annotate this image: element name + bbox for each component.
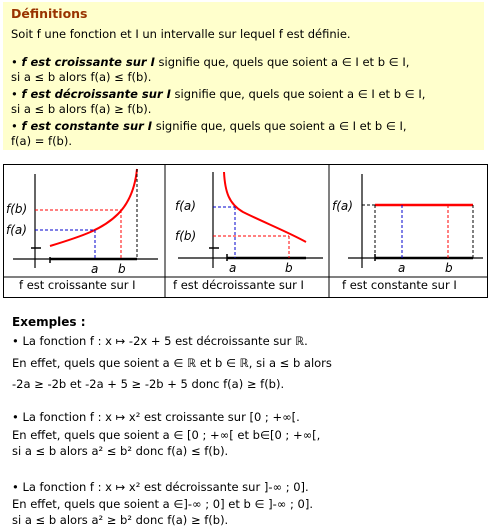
def-item-constant-line2: f(a) = f(b).: [11, 134, 72, 148]
def-item-constant: [11, 119, 407, 133]
example-line: • La fonction f : x ↦ x² est décroissante sur ]-∞ ; 0].: [12, 480, 309, 494]
label-b: b: [285, 261, 293, 275]
graph-increasing: [6, 169, 158, 276]
def-term: f est décroissante sur I: [21, 87, 171, 101]
example-line: En effet, quels que soient a ∈ ℝ et b ∈ ℝ, si a ≤ b alors: [12, 356, 332, 370]
example-line: -2a ≥ -2b et -2a + 5 ≥ -2b + 5 donc f(a) ≥ f(b).: [12, 377, 285, 391]
def-item-decreasing: [11, 87, 425, 101]
example-line: si a ≤ b alors a² ≥ b² donc f(a) ≥ f(b).: [12, 513, 229, 527]
def-item-increasing: [11, 55, 409, 69]
bullet: •: [11, 87, 18, 101]
label-fb: f(b): [175, 229, 197, 243]
caption-increasing: f est croissante sur I: [19, 278, 136, 292]
label-fa: f(a): [6, 223, 27, 237]
label-a: a: [91, 262, 99, 276]
example-line: En effet, quels que soient a ∈]-∞ ; 0] et b ∈ ]-∞ ; 0].: [12, 497, 313, 511]
label-fa: f(a): [175, 199, 196, 213]
example-line: si a ≤ b alors a² ≤ b² donc f(a) ≤ f(b).: [12, 444, 229, 458]
caption-decreasing: f est décroissante sur I: [173, 278, 304, 292]
label-b: b: [445, 261, 453, 275]
example-line: • La fonction f : x ↦ -2x + 5 est décroissante sur ℝ.: [12, 334, 308, 348]
def-item-increasing-line2: si a ≤ b alors f(a) ≤ f(b).: [11, 70, 152, 84]
definitions-intro: Soit f une fonction et I un intervalle sur lequel f est définie.: [11, 27, 351, 41]
caption-constant: f est constante sur I: [342, 278, 457, 292]
definitions-title: Définitions: [11, 6, 88, 21]
example-line: En effet, quels que soient a ∈ [0 ; +∞[ et b∈[0 ; +∞[,: [12, 428, 321, 442]
bullet: •: [11, 55, 18, 69]
def-rest: signifie que, quels que soient a ∈ I et b ∈ I,: [154, 55, 410, 69]
label-a: a: [398, 261, 406, 275]
def-rest: signifie que, quels que soient a ∈ I et b ∈ I,: [170, 87, 426, 101]
bullet: •: [11, 119, 18, 133]
graph-constant: [332, 174, 483, 275]
label-fa: f(a): [332, 199, 353, 213]
label-a: a: [229, 261, 237, 275]
def-term: f est croissante sur I: [21, 55, 155, 69]
examples-title: Exemples :: [12, 315, 86, 329]
graph-decreasing: [175, 172, 323, 275]
definitions-box: [3, 2, 484, 150]
example-line: • La fonction f : x ↦ x² est croissante sur [0 ; +∞[.: [12, 410, 300, 424]
label-fb: f(b): [6, 202, 28, 216]
def-term: f est constante sur I: [21, 119, 153, 133]
def-item-decreasing-line2: si a ≤ b alors f(a) ≥ f(b).: [11, 102, 152, 116]
def-rest: signifie que, quels que soient a ∈ I et b ∈ I,: [152, 119, 407, 133]
label-b: b: [118, 262, 126, 276]
